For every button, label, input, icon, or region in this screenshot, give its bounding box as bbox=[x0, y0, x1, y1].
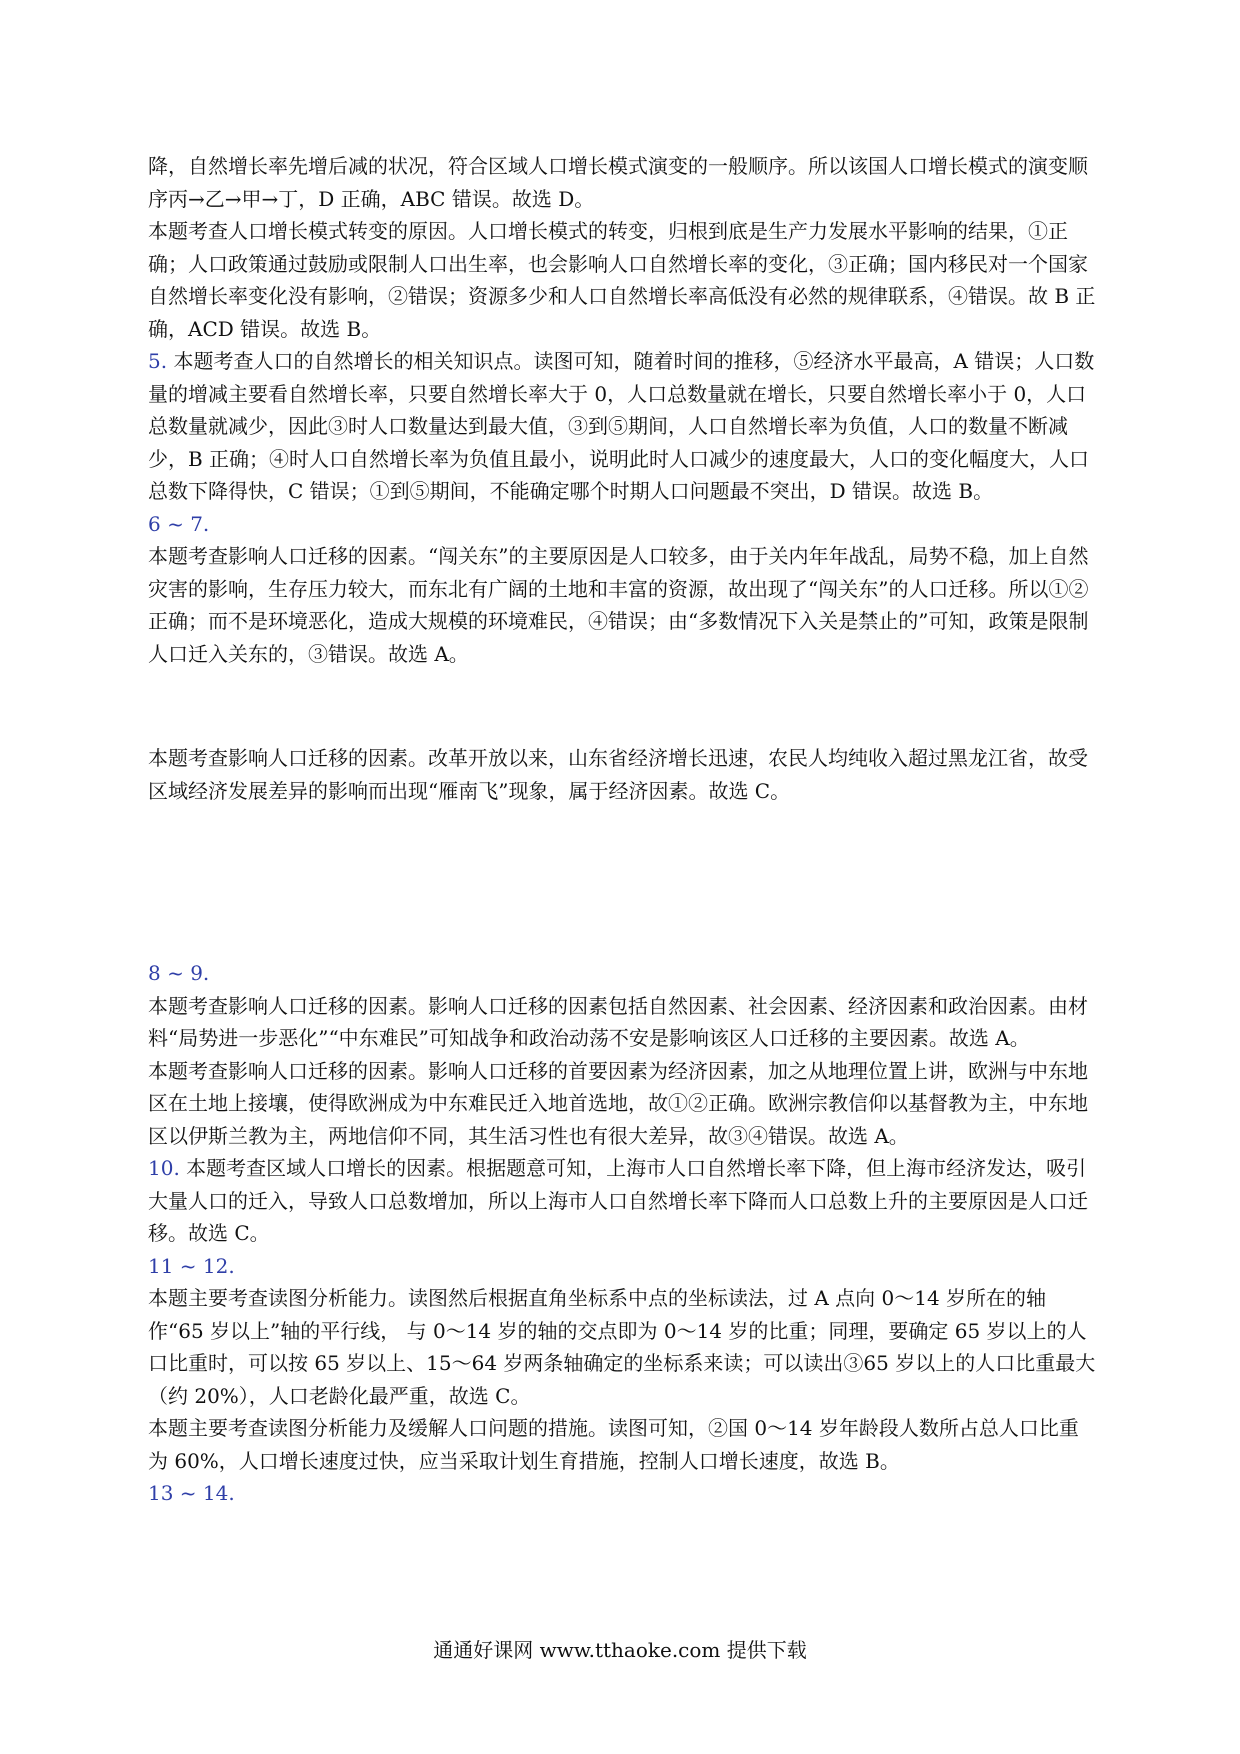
question-number: 5. bbox=[148, 349, 168, 373]
question-number-8-9: 8 ~ 9. bbox=[148, 961, 210, 985]
question-11-explanation: 本题主要考查读图分析能力。读图然后根据直角坐标系中点的坐标读法，过 A 点向 0～14 岁所在的轴作“65 岁以上”轴的平行线， 与 0～14 岁的轴的交点即为 0～14 岁的比重；同理，要确定 65 岁以上的人口比重时，可以按 65 岁以上、15～64 岁两条轴确定的坐标系来读；可以读出③65 岁以上的人口比重最大（约 20%），人口老龄化最严重，故选 C。 bbox=[148, 1286, 1096, 1408]
question-number-6-7: 6 ~ 7. bbox=[148, 511, 210, 536]
question-5 bbox=[148, 345, 1098, 508]
question-10 bbox=[148, 1152, 1098, 1250]
question-number-11-12: 11 ~ 12. bbox=[148, 1253, 235, 1278]
paragraph-population-model-reason: 本题考查人口增长模式转变的原因。人口增长模式的转变，归根到底是生产力发展水平影响的结果，①正确；人口政策通过鼓励或限制人口出生率，也会影响人口自然增长率的变化，③正确；国内移民对一个国家自然增长率变化没有影响，②错误；资源多少和人口自然增长率高低没有必然的规律联系，④错误。故 B 正确，ACD 错误。故选 B。 bbox=[148, 219, 1096, 341]
question-number: 10. bbox=[148, 1156, 180, 1180]
question-6-explanation: 本题考查影响人口迁移的因素。“闯关东”的主要原因是人口较多，由于关内年年战乱，局势不稳，加上自然灾害的影响，生存压力较大，而东北有广阔的土地和丰富的资源，故出现了“闯关东”的人口迁移。所以①②正确；而不是环境恶化，造成大规模的环境难民，④错误；由“多数情况下入关是禁止的”可知，政策是限制人口迁入关东的，③错误。故选 A。 bbox=[148, 544, 1089, 666]
paragraph-continuation: 降，自然增长率先增后减的状况，符合区域人口增长模式演变的一般顺序。所以该国人口增长模式的演变顺序丙→乙→甲→丁，D 正确，ABC 错误。故选 D。 bbox=[148, 154, 1088, 211]
blank-space bbox=[148, 807, 1098, 957]
question-7-explanation: 本题考查影响人口迁移的因素。改革开放以来，山东省经济增长迅速，农民人均纯收入超过黑龙江省，故受区域经济发展差异的影响而出现“雁南飞”现象，属于经济因素。故选 C。 bbox=[148, 746, 1088, 803]
blank-space bbox=[148, 670, 1098, 742]
question-number-13-14: 13 ~ 14. bbox=[148, 1481, 235, 1505]
answer-explanations bbox=[148, 150, 1098, 1510]
question-10-text: 本题考查区域人口增长的因素。根据题意可知，上海市人口自然增长率下降，但上海市经济发达，吸引大量人口的迁入，导致人口总数增加，所以上海市人口自然增长率下降而人口总数上升的主要原因是人口迁移。故选 C。 bbox=[148, 1156, 1088, 1245]
question-12-explanation: 本题主要考查读图分析能力及缓解人口问题的措施。读图可知，②国 0～14 岁年龄段人数所占总人口比重为 60%，人口增长速度过快，应当采取计划生育措施，控制人口增长速度，故选 B。 bbox=[148, 1416, 1079, 1473]
question-5-text: 本题考查人口的自然增长的相关知识点。读图可知，随着时间的推移，⑤经济水平最高，A 错误；人口数量的增减主要看自然增长率，只要自然增长率大于 0，人口总数量就在增长，只要自然增长率小于 0，人口总数量就减少，因此③时人口数量达到最大值，③到⑤期间，人口自然增长率为负值，人口的数量不断减少，B 正确；④时人口自然增长率为负值且最小，说明此时人口减少的速度最大，人口的变化幅度大，人口总数下降得快，C 错误；①到⑤期间，不能确定哪个时期人口问题最不突出，D 错误。故选 B。 bbox=[148, 349, 1095, 503]
footer-source: 通通好课网 www.tthaoke.com 提供下载 bbox=[433, 1638, 807, 1662]
question-8-explanation: 本题考查影响人口迁移的因素。影响人口迁移的因素包括自然因素、社会因素、经济因素和政治因素。由材料“局势进一步恶化”“中东难民”可知战争和政治动荡不安是影响该区人口迁移的主要因素。故选 A。 bbox=[148, 993, 1088, 1050]
question-9-explanation: 本题考查影响人口迁移的因素。影响人口迁移的首要因素为经济因素，加之从地理位置上讲，欧洲与中东地区在土地上接壤，使得欧洲成为中东难民迁入地首选地，故①②正确。欧洲宗教信仰以基督教为主，中东地区以伊斯兰教为主，两地信仰不同，其生活习性也有很大差异，故③④错误。故选 A。 bbox=[148, 1058, 1088, 1148]
